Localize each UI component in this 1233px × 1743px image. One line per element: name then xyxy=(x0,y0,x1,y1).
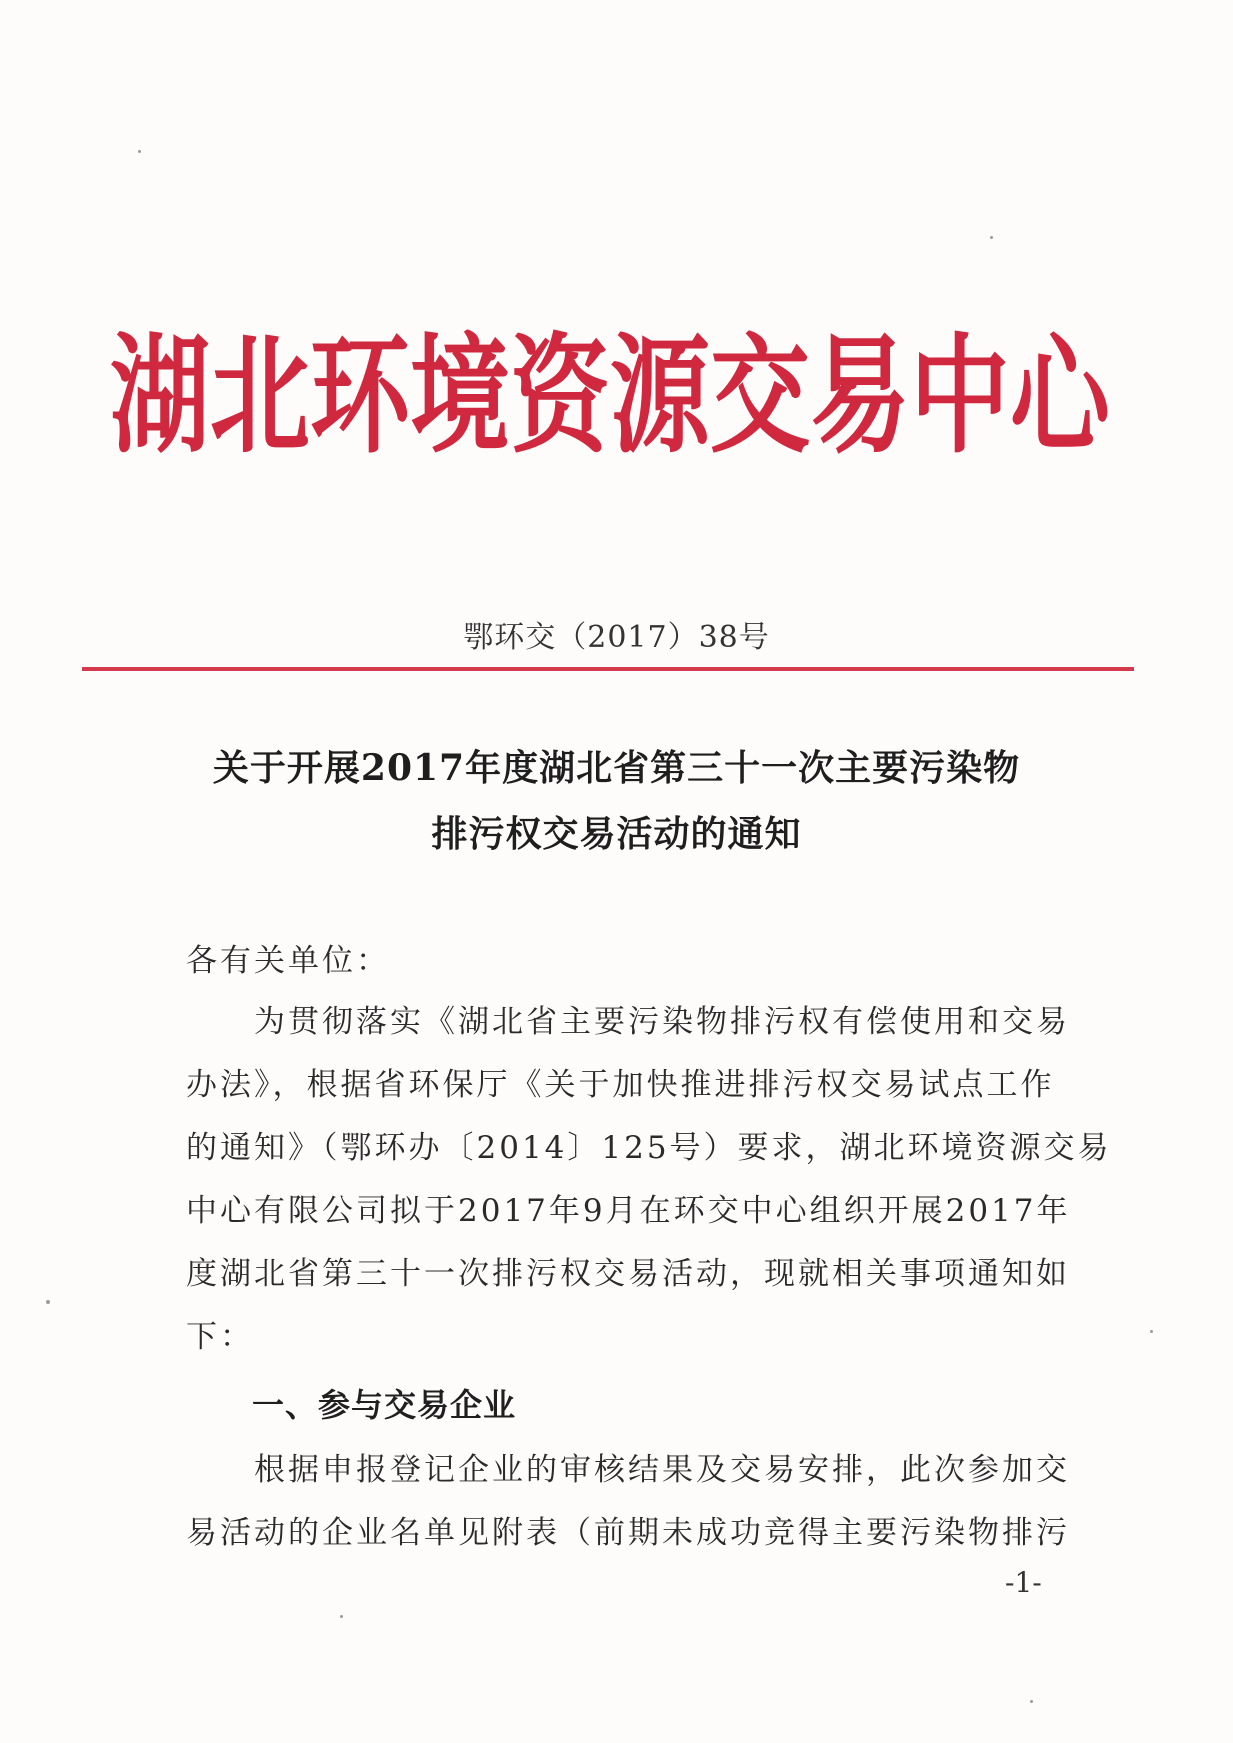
scan-speck xyxy=(1030,1700,1033,1703)
body-line: 中心有限公司拟于2017年9月在环交中心组织开展2017年 xyxy=(186,1193,1071,1229)
red-divider-line xyxy=(82,667,1134,671)
section-1-heading: 一、参与交易企业 xyxy=(252,1386,517,1424)
scan-speck xyxy=(340,1615,343,1618)
body-line: 办法》，根据省环保厅《关于加快推进排污权交易试点工作 xyxy=(186,1067,1055,1103)
document-number: 鄂环交（2017）38号 xyxy=(463,620,770,655)
scan-speck xyxy=(990,236,993,239)
notice-title-line-1: 关于开展2017年度湖北省第三十一次主要污染物 xyxy=(212,747,1021,789)
masthead-org-name-graphic xyxy=(110,322,1120,472)
notice-title-line-2: 排污权交易活动的通知 xyxy=(431,813,802,855)
body-line: 为贯彻落实《湖北省主要污染物排污权有偿使用和交易 xyxy=(186,1004,1070,1040)
body-line: 度湖北省第三十一次排污权交易活动，现就相关事项通知如 xyxy=(186,1256,1070,1292)
salutation: 各有关单位： xyxy=(186,943,390,979)
body-line: 易活动的企业名单见附表（前期未成功竞得主要污染物排污 xyxy=(186,1515,1070,1551)
body-line: 的通知》（鄂环办〔2014〕125号）要求，湖北环境资源交易 xyxy=(186,1130,1112,1166)
page-number: -1- xyxy=(1005,1566,1042,1599)
masthead xyxy=(110,322,1120,472)
body-line: 下： xyxy=(186,1319,254,1355)
masthead-org-name: 湖北环境资源交易中心 xyxy=(110,322,1114,471)
scan-speck xyxy=(46,1300,50,1304)
scan-speck xyxy=(138,150,141,153)
scan-speck xyxy=(1150,1330,1153,1333)
body-line: 根据申报登记企业的审核结果及交易安排，此次参加交 xyxy=(186,1452,1070,1488)
